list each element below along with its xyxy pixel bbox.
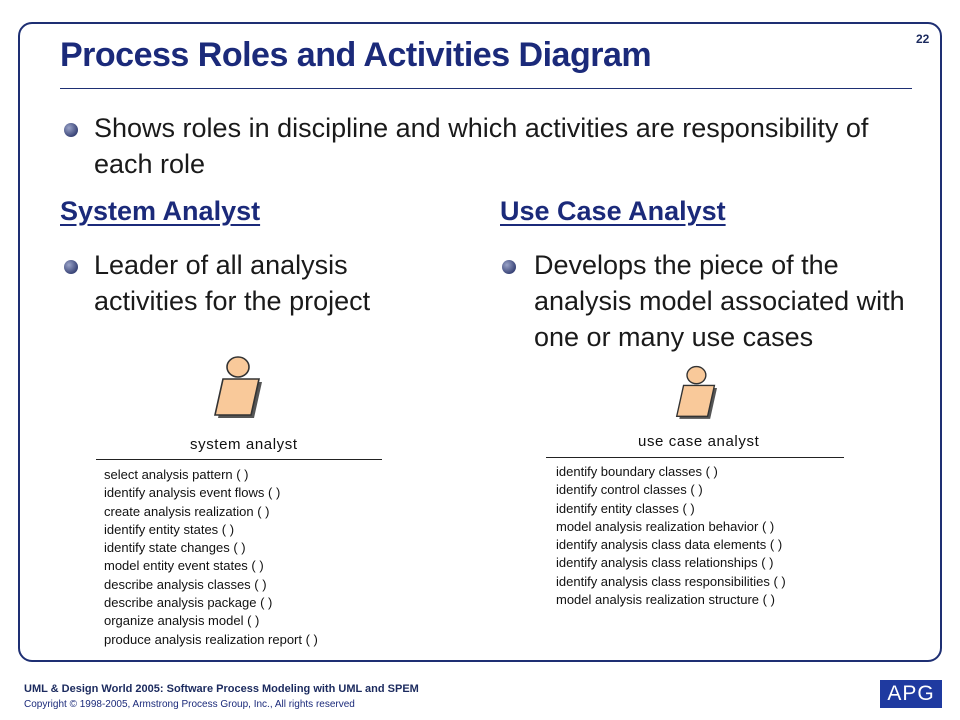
list-item: describe analysis classes ( )	[104, 576, 267, 592]
use-case-analyst-divider	[546, 457, 844, 458]
list-item: organize analysis model ( )	[104, 613, 260, 629]
use-case-analyst-heading: Use Case Analyst	[500, 196, 726, 226]
system-analyst-operations	[104, 466, 318, 649]
slide-title: Process Roles and Activities Diagram	[60, 36, 652, 74]
title-divider	[60, 88, 912, 89]
system-analyst-actor-icon	[212, 354, 270, 424]
list-item: identify state changes ( )	[104, 540, 246, 556]
system-analyst-divider	[96, 459, 382, 460]
list-item: identify entity states ( )	[104, 521, 235, 537]
bullet-dot-icon	[64, 123, 78, 137]
footer-copyright: Copyright © 1998-2005, Armstrong Process Group, Inc., All rights reserved	[24, 699, 355, 710]
list-item: identify analysis class responsibilities ( )	[556, 573, 786, 589]
bullet-dot-icon	[502, 260, 516, 274]
page-number: 22	[916, 32, 930, 46]
list-item: identify control classes ( )	[556, 482, 703, 498]
system-analyst-heading: System Analyst	[60, 196, 261, 226]
list-item: describe analysis package ( )	[104, 595, 273, 611]
list-item: create analysis realization ( )	[104, 503, 270, 519]
apg-logo: APG	[880, 680, 942, 708]
bullet-dot-icon	[64, 260, 78, 274]
list-item: select analysis pattern ( )	[104, 467, 249, 482]
list-item: model analysis realization structure ( )	[556, 592, 775, 608]
system-analyst-role-name: system analyst	[190, 436, 298, 453]
list-item: identify entity classes ( )	[556, 500, 695, 516]
list-item: model analysis realization behavior ( )	[556, 518, 775, 534]
use-case-analyst-role-name: use case analyst	[638, 433, 760, 450]
footer-event-title: UML & Design World 2005: Software Process Modeling with UML and SPEM	[24, 683, 419, 695]
list-item: produce analysis realization report ( )	[104, 631, 318, 647]
use-case-analyst-actor-icon	[674, 364, 724, 424]
intro-bullet-text: Shows roles in discipline and which activities are responsibility of each role	[94, 113, 869, 179]
use-case-analyst-operations	[556, 463, 786, 609]
list-item: identify analysis class relationships ( )	[556, 555, 774, 571]
use-case-analyst-bullet: Develops the piece of the analysis model associated with one or many use cases	[534, 250, 905, 352]
system-analyst-bullet: Leader of all analysis activities for the project	[94, 250, 371, 316]
list-item: model entity event states ( )	[104, 558, 264, 574]
list-item: identify analysis class data elements ( )	[556, 537, 783, 553]
list-item: identify boundary classes ( )	[556, 464, 718, 479]
list-item: identify analysis event flows ( )	[104, 485, 281, 501]
